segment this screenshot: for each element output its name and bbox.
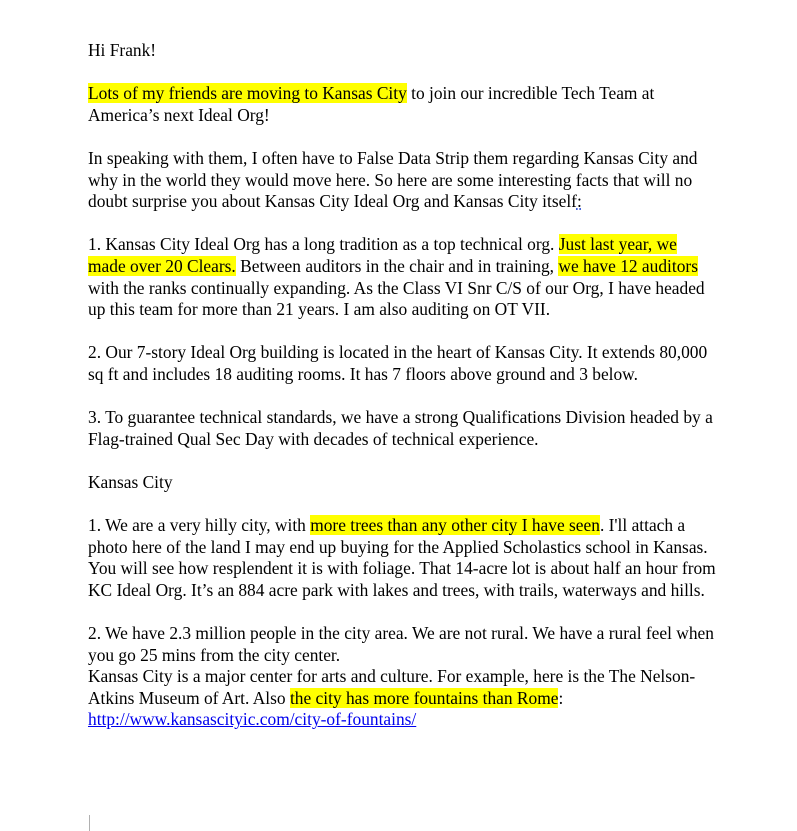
greeting: Hi Frank! xyxy=(88,40,157,60)
paragraph-intro xyxy=(88,83,718,126)
highlighted-text: we have 12 auditors xyxy=(558,255,698,276)
paragraph-text: . I'll attach a photo here of the land I may end up buying for the Applied Scholastics school in Kansas. You will see how resplendent it is with foliage. That 14-acre lot is about half an hour from KC Ideal Org. It’s an 884 acre park with lakes and trees, with trails, waterways and hills. xyxy=(88,515,716,600)
highlighted-text: Just last year, we made over 20 Clears. xyxy=(88,234,677,276)
paragraph-fact-3: 3. To guarantee technical standards, we have a strong Qualifications Division headed by a Flag-trained Qual Sec Day with decades of technical experience. xyxy=(88,407,713,449)
paragraph-text: : xyxy=(558,687,564,708)
paragraph-text: Kansas City is a major center for arts and culture. For example, here is the The Nelson-Atkins Museum of Art. Also xyxy=(88,666,696,708)
paragraph-text: 1. Kansas City Ideal Org has a long tradition as a top technical org. xyxy=(88,234,559,255)
highlighted-text: the city has more fountains than Rome xyxy=(289,687,559,708)
spellcheck-mark: : xyxy=(576,191,582,212)
paragraph-text: In speaking with them, I often have to False Data Strip them regarding Kansas City and why in the world they would move here. So here are some interesting facts that will no doubt surprise you about Kansas City Ideal Org and Kansas City itself xyxy=(88,147,698,212)
paragraph-fact-1 xyxy=(88,234,718,320)
paragraph-text: 1. We are a very hilly city, with xyxy=(88,515,311,536)
fountains-link[interactable]: http://www.kansascityic.com/city-of-fountains/ xyxy=(88,709,417,730)
highlighted-text: more trees than any other city I have seen xyxy=(310,515,600,536)
paragraph-city-1 xyxy=(88,515,718,601)
page-margin-marker xyxy=(89,815,90,831)
paragraph-text: Between auditors in the chair and in training, xyxy=(235,255,559,276)
paragraph-text: with the ranks continually expanding. As the Class VI Snr C/S of our Org, I have headed up this team for more than 21 years. I am also auditing on OT VII. xyxy=(88,277,705,320)
paragraph-city-2: 2. We have 2.3 million people in the city area. We are not rural. We have a rural feel when you go 25 mins from the city center. xyxy=(88,623,714,665)
paragraph-fact-2: 2. Our 7-story Ideal Org building is located in the heart of Kansas City. It extends 80,000 sq ft and includes 18 auditing rooms. It has 7 floors above ground and 3 below. xyxy=(88,342,708,384)
paragraph-facts-intro xyxy=(88,148,718,213)
highlighted-text: Lots of my friends are moving to Kansas City xyxy=(88,83,407,104)
paragraph-city-3 xyxy=(88,666,718,731)
section-heading: Kansas City xyxy=(88,471,173,492)
paragraph-text: to join our incredible Tech Team at America’s next Ideal Org! xyxy=(88,83,655,125)
email-body xyxy=(88,40,718,753)
